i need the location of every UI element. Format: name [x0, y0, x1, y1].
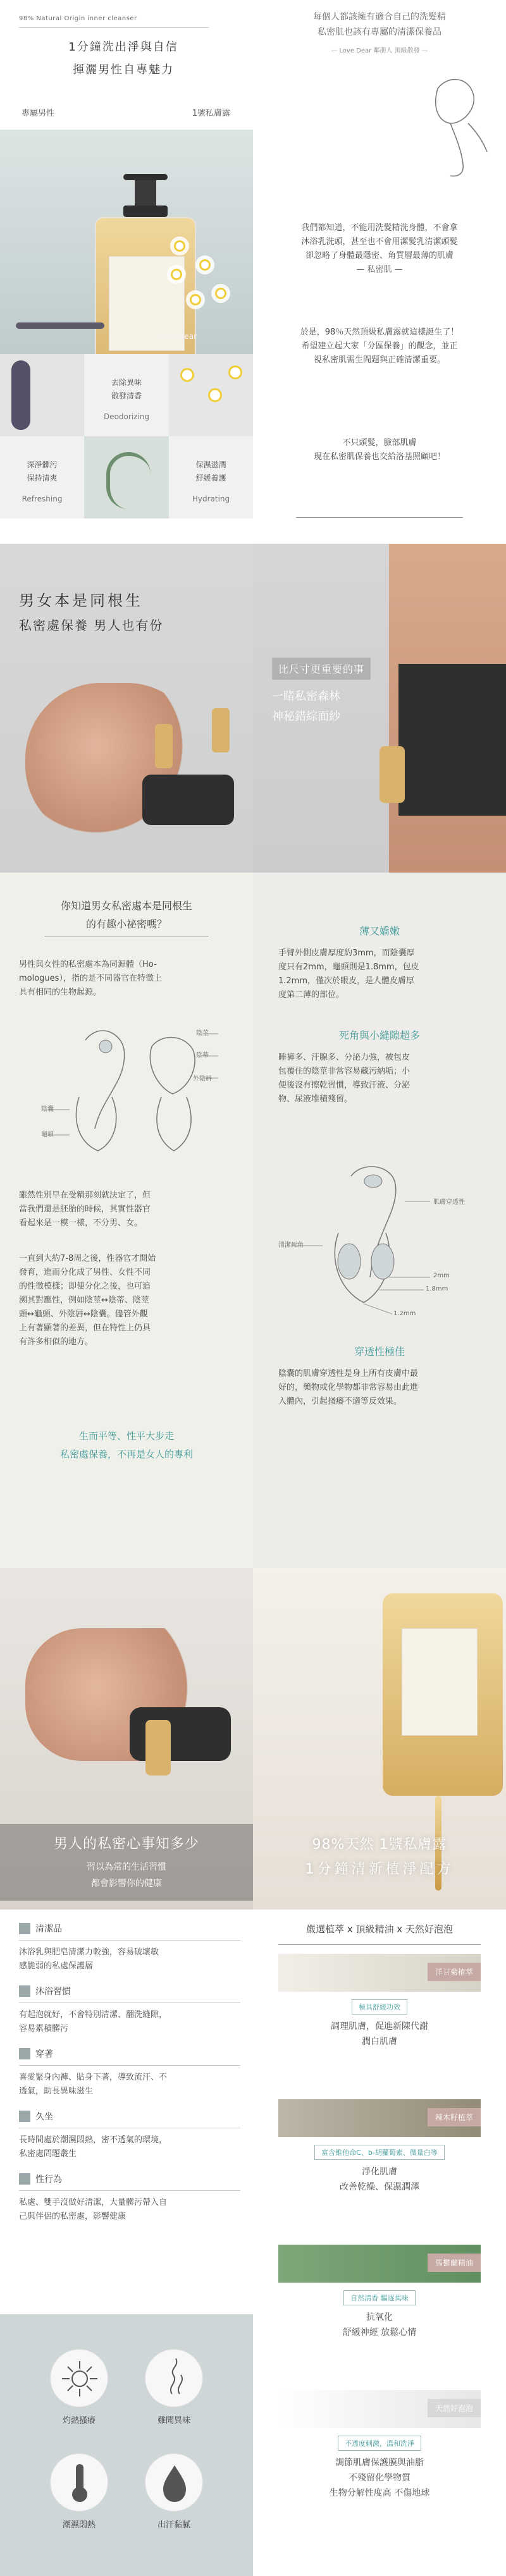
habit-5-title: 性行為 [35, 2174, 62, 2185]
label-glans: 龜頭 [41, 1131, 54, 1138]
habit-3-rule [19, 2065, 240, 2066]
closing-line-1: 生而平等、性平大步走 [78, 1430, 174, 1442]
habit-4-desc-2: 私密處問題叢生 [19, 2149, 77, 2159]
label-clitoris: 陰蒂 [196, 1052, 209, 1059]
story1-line-1: 雖然性別早在受精那刻就決定了，但 [19, 1191, 151, 1200]
habit-2-desc-2: 容易累積髒污 [19, 2024, 69, 2033]
para2-line-1: 於是，98％天然頂級私膚露就這樣誕生了！ [300, 328, 459, 337]
chamomile-cluster [161, 234, 237, 310]
habit-1-title: 清潔品 [35, 1924, 62, 1934]
habit-3-title-row [19, 2047, 240, 2060]
ingredient-4-benefit-1: 調節肌膚保護膜與油脂 [335, 2458, 424, 2468]
ingredient-3 [278, 2245, 481, 2338]
section3-left-overlay-1: 男人的私密心事知多少 [53, 1836, 199, 1852]
right-block-3-line-1: 陰囊的肌膚穿透性是身上所有皮膚中最 [278, 1369, 419, 1378]
para3-line-2: 現在私密肌保養也交給洛基照顧吧！ [313, 452, 445, 462]
ingredient-4-photo [278, 2390, 481, 2428]
section2-closing [0, 1429, 253, 1461]
intro-line-2: mologues），指的是不同器官在特徵上 [19, 974, 162, 983]
thermometer-icon [50, 2453, 108, 2512]
top-right-paragraph-2 [253, 326, 506, 367]
right-block-1 [278, 923, 481, 1002]
ingredient-4-tag-text: 天然好泡泡 [435, 2404, 473, 2413]
para3-line-1: 不只頭髮，臉部肌膚 [342, 438, 417, 448]
top-left-right-tag: 1號私膚露 [192, 109, 230, 118]
ingredients-header [253, 1922, 506, 1935]
top-left-left-tag: 專屬男性 [22, 109, 55, 118]
odor-icon [145, 2349, 203, 2407]
habit-4-title-row [19, 2110, 240, 2123]
ingredient-1-sub: 極具舒緩功效 [352, 1999, 407, 2015]
ingredient-2-benefit-1: 淨化肌膚 [362, 2167, 397, 2177]
label-permeability: 肌膚穿透性 [433, 1199, 465, 1206]
ingredient-3-tag [428, 2254, 481, 2272]
label-penis: 陰莖 [196, 1030, 209, 1037]
habit-4-icon [19, 2111, 30, 2122]
section3-right-overlay-1: 98%天然 1號私膚露 [312, 1837, 447, 1853]
right-block-2-line-3: 便後沒有擦乾習慣，導致汗液、分泌 [278, 1081, 410, 1090]
habit-icons-panel [0, 2314, 253, 2576]
hydrating-line2: 舒緩養護 [195, 474, 226, 482]
hydrating-label: Hydrating [192, 494, 230, 503]
top-right-paragraph-1 [253, 221, 506, 277]
habit-item-2 [19, 1985, 240, 2036]
para1-line-1: 我們都知道，不能用洗髮精洗身體，不會拿 [301, 223, 458, 233]
deodorizing-line1: 去除異味 [111, 378, 142, 387]
right-block-3-line-2: 好的，藥物或化學物都非常容易由此進 [278, 1383, 419, 1392]
section1-left-title [19, 588, 234, 634]
feature-tile-row-2-center [84, 436, 169, 518]
ingredient-3-benefits [278, 2290, 481, 2338]
habit-item-1 [19, 1922, 240, 1973]
para2-line-2: 希望建立起大家「分區保養」的觀念，並正 [301, 341, 458, 351]
section1-left-title-1: 男女本是同根生 [19, 592, 143, 610]
section3-bottle-label [402, 1628, 478, 1736]
section2-right [253, 873, 506, 1568]
habit-3-icon [19, 2048, 30, 2059]
habit-icon-2-label: 難聞異味 [157, 2416, 190, 2426]
refreshing-line1: 深淨髒污 [27, 460, 58, 469]
section3-right-overlay [253, 1834, 506, 1878]
habit-icon-1 [41, 2349, 117, 2426]
habit-icon-3-label: 潮濕悶熱 [62, 2520, 96, 2530]
ingredient-2-tag-text: 辣木籽植萃 [435, 2113, 473, 2122]
ingredient-3-photo [278, 2245, 481, 2283]
habit-2-title-row [19, 1985, 240, 1997]
habit-3-desc-1: 喜愛緊身內褲、貼身下著，導致流汗、不 [19, 2073, 168, 2082]
story-1 [19, 1189, 234, 1230]
habit-2-desc-1: 有起泡就好，不會特別清潔、翻洗縫隙， [19, 2010, 168, 2020]
story2-line-7: 有許多相似的地方。 [19, 1337, 94, 1347]
habit-2-icon [19, 1985, 30, 1997]
habits-list [19, 1922, 240, 2235]
right-block-2 [278, 1027, 481, 1107]
section4 [0, 1910, 506, 2576]
deodorizing-label: Deodorizing [103, 412, 150, 421]
chamomile-flower-3 [228, 365, 242, 379]
chamomile-flower-2 [208, 388, 222, 402]
feature-grid [0, 354, 253, 518]
section3-underwear-left [130, 1707, 231, 1761]
ingredient-4-benefit-2: 不殘留化學物質 [349, 2473, 410, 2483]
ingredient-4-benefit-3: 生物分解性度高 不傷地球 [329, 2488, 430, 2498]
para1-line-4: — 私密肌 — [356, 265, 403, 274]
model-shorts-left [142, 775, 234, 825]
label-1-8mm: 1.8mm [426, 1285, 448, 1292]
ingredient-1-benefit-2: 潤白肌膚 [362, 2037, 397, 2047]
right-block-2-line-1: 睡褲多、汗腺多、分泌力強，被包皮 [278, 1053, 410, 1062]
habit-icon-2 [136, 2349, 212, 2426]
signature-text: Love Dear [158, 332, 197, 341]
story1-line-3: 看起來是一模一樣，不分男、女。 [19, 1218, 143, 1228]
section1-right-title-1: 比尺寸更重要的事 [272, 658, 371, 680]
top-right-panel [253, 0, 506, 544]
ingredient-1-benefits [278, 1999, 481, 2047]
ingredient-2-sub: 富含維他命C、b-胡蘿蔔素、微量白等 [314, 2145, 445, 2160]
section2 [0, 873, 506, 1568]
ingredient-4-benefits [278, 2436, 481, 2499]
ingredients-header-text: 嚴選植萃 x 頂級精油 x 天然好泡泡 [306, 1923, 453, 1935]
ingredient-2-benefits [278, 2145, 481, 2193]
burning-itch-icon [50, 2349, 108, 2407]
habit-icon-3 [41, 2453, 117, 2530]
lavender-photo [11, 360, 30, 430]
story2-line-4: 溯其對應性，例如陰莖↔陰蒂、陰莖 [19, 1296, 149, 1305]
right-block-3-title: 穿透性極佳 [354, 1346, 405, 1358]
section1-right-title [272, 658, 398, 724]
section2-left [0, 873, 253, 1568]
habit-2-title: 沐浴習慣 [35, 1987, 71, 1997]
top-left-subtags [22, 106, 230, 121]
feature-tile-deodorizing [84, 354, 169, 436]
lavender-sprig [16, 322, 104, 329]
label-1-2mm: 1.2mm [393, 1310, 416, 1317]
thickness-diagram [278, 1157, 481, 1328]
refreshing-line2: 保持清爽 [27, 474, 58, 482]
habit-item-3 [19, 2047, 240, 2099]
label-2mm: 2mm [433, 1272, 450, 1279]
habit-1-desc-1: 沐浴乳與肥皂清潔力較強，容易破壞敏 [19, 1947, 159, 1957]
habit-1-rule [19, 1940, 240, 1941]
label-dead-zone: 清潔死角 [278, 1242, 304, 1249]
intro-line-1: 男性與女性的私密處本為同源體（Ho- [19, 960, 157, 969]
habit-icon-4 [136, 2453, 212, 2530]
ingredient-3-tag-text: 馬鬱蘭精油 [435, 2259, 473, 2267]
feature-tile-row-1-left [0, 354, 84, 436]
ingredient-1-photo [278, 1954, 481, 1992]
top-left-title-line1: 1分鐘洗出淨與自信 [68, 40, 178, 54]
section3-left-overlay [0, 1824, 253, 1901]
product-hand-right [379, 746, 405, 803]
habit-4-desc-1: 長時間處於潮濕悶熱，密不透氣的環境， [19, 2135, 168, 2145]
pump-nozzle [123, 174, 168, 180]
habit-1-icon [19, 1923, 30, 1934]
feature-tile-row-1-right [169, 354, 253, 436]
thickness-svg [278, 1157, 481, 1328]
product-small-left-1 [155, 724, 173, 768]
ingredient-1-tag-text: 洋甘菊植萃 [435, 1968, 473, 1977]
ingredient-3-benefit-1: 抗氧化 [366, 2312, 393, 2322]
right-block-1-line-4: 度第二薄的部位。 [278, 990, 345, 1000]
right-block-1-line-1: 手臂外側皮膚厚度約3mm，而陰囊厚 [278, 948, 415, 958]
top-left-panel [0, 0, 253, 354]
product-small-left-2 [212, 708, 230, 752]
section2-question [0, 898, 253, 931]
ingredient-2-benefit-2: 改善乾燥、保濕潤澤 [340, 2182, 419, 2192]
section3-left-photo [0, 1568, 253, 1910]
hydrating-line1: 保濕滋潤 [195, 460, 226, 469]
rosemary-sprig [106, 452, 151, 509]
model-underwear-right [398, 664, 506, 816]
habit-3-title: 穿著 [35, 2049, 53, 2059]
ingredient-4-tag [428, 2399, 481, 2417]
feature-tile-hydrating [169, 436, 253, 518]
top-right-divider [296, 517, 463, 518]
habit-icon-4-label: 出汗黏膩 [157, 2520, 190, 2530]
story2-line-3: 的性徵模樣；即便分化之後，也可追 [19, 1282, 151, 1291]
habit-icon-1-label: 灼熱搔癢 [62, 2416, 96, 2426]
story2-line-5: 頭↔龜頭、外陰唇↔陰囊。儘管外觀 [19, 1309, 148, 1319]
top-right-headline-2: 私密肌也該有專屬的清潔保養品 [318, 27, 441, 37]
section3-left-overlay-2: 習以為常的生活習慣 [87, 1862, 166, 1872]
sketch-figure [412, 63, 495, 183]
habit-item-5 [19, 2173, 240, 2224]
ingredients-panel [253, 1910, 506, 2576]
top-left-header: 98% Natural Origin inner cleanser [19, 15, 137, 22]
top-right-headlines [253, 9, 506, 54]
ingredients-header-rule [278, 1944, 481, 1945]
right-block-3-line-3: 入體內，引起搔癢不適等反效果。 [278, 1397, 402, 1406]
ingredient-4-sub: 不透度刺激，溫和洗淨 [338, 2436, 421, 2451]
top-left-title-block [19, 38, 228, 77]
story1-line-2: 當我們還是胚胎的時候，其實性器官 [19, 1205, 151, 1214]
habit-5-icon [19, 2173, 30, 2185]
homologues-diagram [41, 1021, 225, 1160]
section1-right-title-3: 神秘錯綜面紗 [272, 710, 340, 723]
label-scrotum: 陰囊 [41, 1106, 54, 1113]
refreshing-label: Refreshing [22, 494, 63, 503]
ingredient-2 [278, 2099, 481, 2193]
intro-text [19, 958, 234, 1000]
section3-right-overlay-2: 1分鐘清新植淨配方 [305, 1861, 454, 1877]
ingredient-4 [278, 2390, 481, 2499]
chamomile-flower-1 [180, 368, 194, 382]
ingredient-2-tag [428, 2108, 481, 2126]
top-left-title-line2: 揮灑男性自專魅力 [73, 63, 174, 77]
section3-right-photo [253, 1568, 506, 1910]
right-block-2-line-2: 包覆住的陰莖非常容易藏污納垢；小 [278, 1067, 410, 1076]
top-right-headline-1: 每個人都該擁有適合自己的洗髮精 [313, 12, 446, 22]
section1-right-photo [253, 544, 506, 873]
ingredient-2-photo [278, 2099, 481, 2137]
habit-5-desc-1: 私處、雙手沒做好清潔，大量髒污帶入自 [19, 2198, 168, 2207]
right-block-1-line-2: 度只有2mm，龜頭則是1.8mm，包皮 [278, 962, 419, 972]
ingredient-1-tag [428, 1963, 481, 1981]
question-line-1: 你知道男女私密處本是同根生 [60, 900, 192, 912]
sweat-drop-icon [145, 2453, 203, 2512]
section1-left-photo [0, 544, 253, 873]
ingredient-3-sub: 自然清香 驅逐異味 [343, 2290, 416, 2305]
pump-collar [123, 205, 168, 217]
pump-neck [135, 180, 156, 205]
habit-3-desc-2: 透氣，助長異味滋生 [19, 2087, 94, 2096]
ingredient-3-benefit-2: 舒緩神經 放鬆心情 [342, 2328, 417, 2338]
story2-line-6: 上有著顯著的差異，但在特性上仍具 [19, 1323, 151, 1333]
para2-line-3: 視私密肌需生間題與正確清潔重要。 [313, 355, 445, 365]
sketch-svg [412, 63, 495, 183]
right-block-2-line-4: 物、尿液堆積殘留。 [278, 1095, 353, 1104]
top-right-subline: — Love Dear 鄰朋人 頂級散發 — [331, 47, 428, 54]
ingredient-1 [278, 1954, 481, 2047]
para1-line-2: 沐浴乳洗頭，甚至也不會用潔髮乳清潔頭髮 [301, 237, 458, 247]
question-line-2: 的有趣小祕密嗎？ [85, 918, 167, 930]
feature-tile-refreshing [0, 436, 84, 518]
right-block-1-line-3: 1.2mm，僅次於眼皮，是人體皮膚厚 [278, 976, 415, 986]
homologues-svg [41, 1021, 225, 1160]
ingredient-1-benefit-1: 調理肌膚，促進新陳代謝 [331, 2021, 428, 2032]
story-2 [19, 1252, 234, 1349]
habit-1-title-row [19, 1922, 240, 1935]
right-block-2-title: 死角與小縫隙超多 [338, 1029, 420, 1041]
section1-right-title-2: 一睹私密森林 [272, 690, 340, 703]
right-block-1-title: 薄又嬌嫩 [359, 925, 400, 937]
habit-1-desc-2: 感脆弱的私處保護層 [19, 1961, 94, 1971]
habit-5-desc-2: 己與伴侶的私密處，影響健康 [19, 2212, 126, 2221]
habits-panel [0, 1910, 253, 2576]
closing-line-2: 私密處保養，不再是女人的專利 [59, 1449, 193, 1460]
top-left-header-bar [19, 11, 209, 28]
section3-product-left [145, 1720, 171, 1776]
section1-left-title-2: 私密處保養 男人也有份 [19, 618, 164, 633]
intro-line-3: 具有相同的生物起源。 [19, 988, 102, 997]
section3-left-overlay-3: 都會影響你的健康 [91, 1879, 162, 1889]
story2-line-2: 發育，進而分化成了男性、女性不同 [19, 1268, 151, 1277]
story2-line-1: 一直到大約7-8周之後，性器官才開始 [19, 1254, 156, 1263]
top-right-paragraph-3 [253, 436, 506, 464]
para1-line-3: 卻忽略了身體最隱密、角質層最薄的肌膚 [305, 251, 454, 261]
deodorizing-line2: 散發清香 [111, 391, 142, 400]
signature-script [158, 332, 197, 341]
product-shot-area [0, 130, 253, 354]
right-block-3 [278, 1344, 481, 1409]
habit-4-title: 久坐 [35, 2112, 53, 2122]
habit-5-rule [19, 2190, 240, 2191]
habit-item-4 [19, 2110, 240, 2161]
label-labia: 外陰唇 [193, 1076, 212, 1083]
habit-5-title-row [19, 2173, 240, 2185]
